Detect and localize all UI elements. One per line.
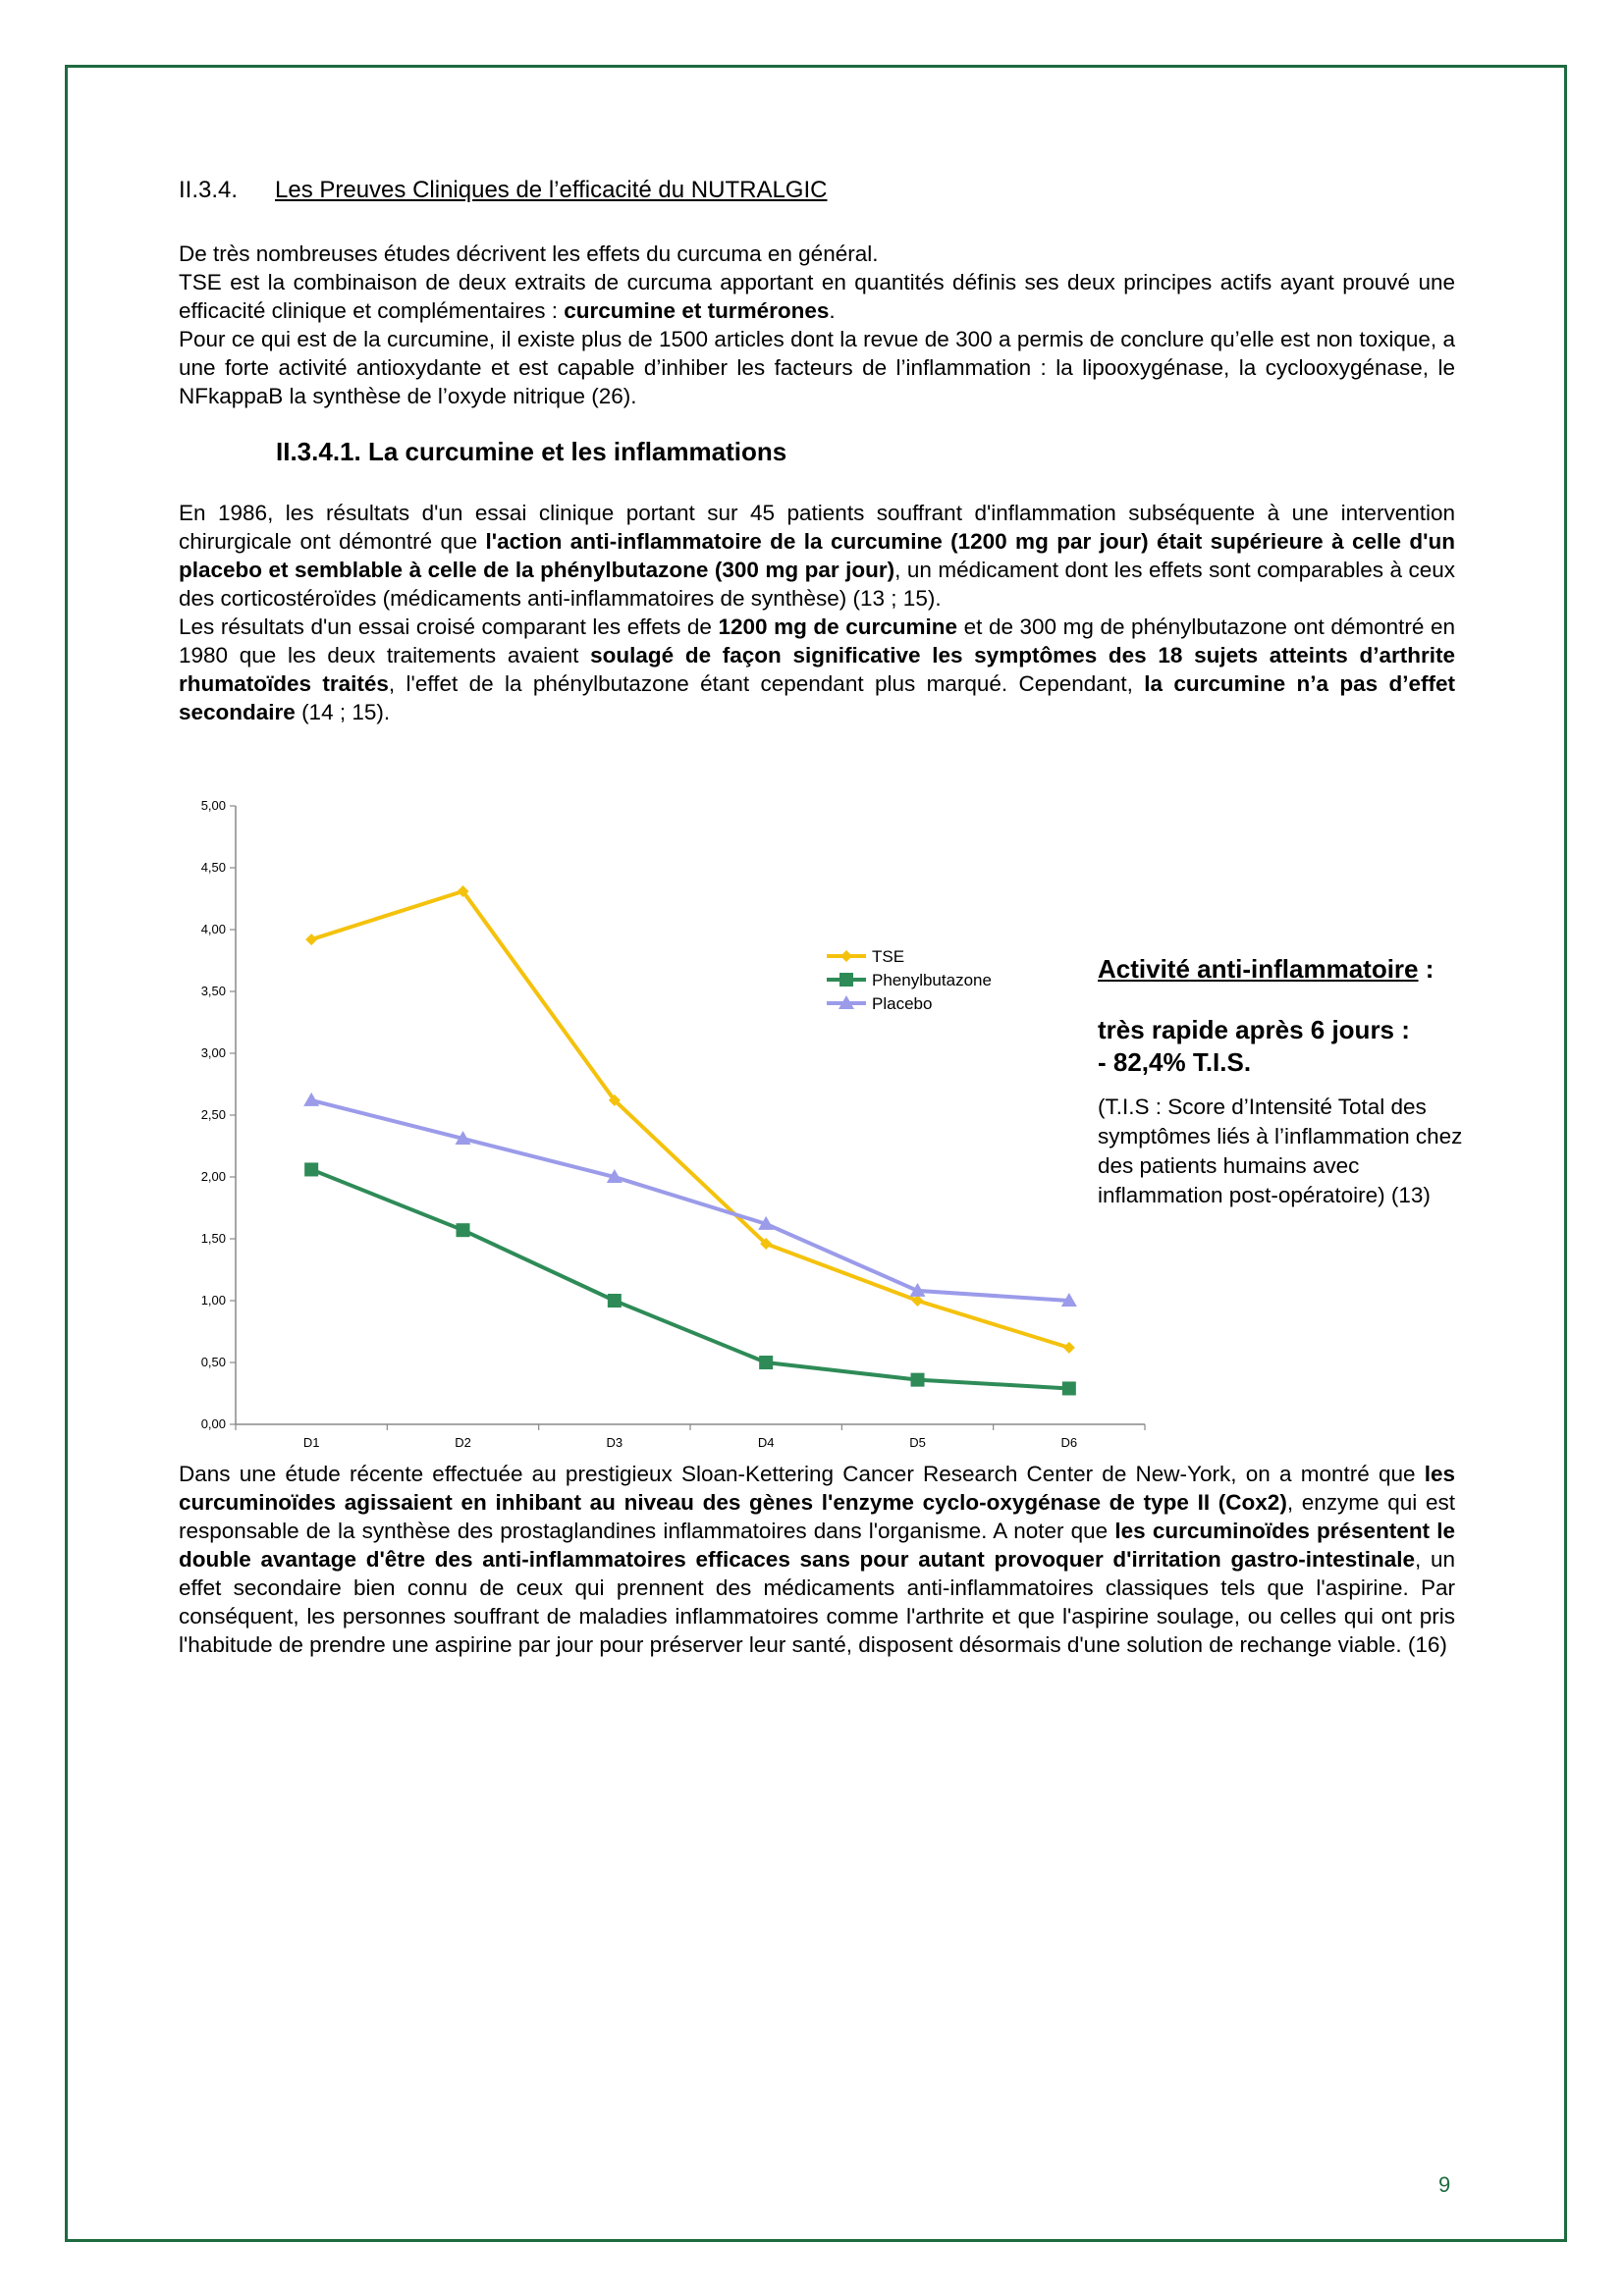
tse-point <box>305 934 317 945</box>
x-tick-label: D4 <box>757 1435 775 1450</box>
anti-inflammatory-chart <box>173 791 1155 1459</box>
section-number: II.3.4. <box>179 177 239 203</box>
study-b6: la curcumine n’a pas d’effet secondaire <box>179 671 1455 724</box>
x-tick-label: D2 <box>455 1435 471 1450</box>
y-tick-label: 0,50 <box>200 1355 226 1369</box>
phenylbutazone-point <box>608 1294 622 1308</box>
sidebar-title-text: Activité anti-inflammatoire <box>1098 954 1419 984</box>
y-tick-label: 2,50 <box>200 1107 226 1122</box>
section-title: Les Preuves Cliniques de l’efficacité du NUTRALGIC <box>275 177 828 203</box>
sidebar-line-2: - 82,4% T.I.S. <box>1098 1047 1252 1077</box>
x-tick-label: D6 <box>1060 1435 1078 1450</box>
sidebar-title <box>1098 954 1490 985</box>
sloan-c4: les curcuminoïdes présentent le double avantage d'être des anti-inflammatoires efficaces sans pour autant provoquer d'irritation gastro-intestinale <box>179 1519 1455 1572</box>
sloan-c1: Dans une étude récente effectuée au prestigieux Sloan-Kettering Cancer Research Center de New-York, on a montré que <box>179 1462 1425 1486</box>
legend-tse-label: TSE <box>872 947 905 966</box>
legend-phenylbutazone-label: Phenylbutazone <box>872 971 992 989</box>
study-a1: En 1986, les résultats d'un essai clinique portant sur 45 patients souffrant d'inflammation subséquente à une intervention chirurgicale ont démontré que <box>179 501 1455 554</box>
chart-sidebar <box>1098 954 1490 1210</box>
y-tick-label: 5,00 <box>200 798 226 813</box>
study-b2: 1200 mg de curcumine <box>718 614 958 639</box>
sloan-c3: , enzyme qui est responsable de la synthèse des prostaglandines inflammatoires dans l'organisme. A noter que <box>179 1490 1455 1543</box>
study-a2: l'action anti-inflammatoire de la curcumine (1200 mg par jour) était supérieure à celle d'un placebo et semblable à celle de la phénylbutazone (300 mg par jour) <box>179 529 1455 582</box>
y-tick-label: 1,00 <box>200 1293 226 1308</box>
sidebar-note: (T.I.S : Score d’Intensité Total des symptômes liés à l’inflammation chez des patients humains avec inflammation post-opératoire) (13) <box>1098 1095 1463 1207</box>
intro-p2-end: . <box>829 298 836 323</box>
tse-point <box>1063 1342 1075 1354</box>
intro-p2-text: TSE est la combinaison de deux extraits de curcuma apportant en quantités définis ses deux principes actifs ayant prouvé une efficacité clinique et complémentaires : <box>179 270 1455 323</box>
y-tick-label: 3,00 <box>200 1045 226 1060</box>
placebo-series-line <box>311 1100 1069 1301</box>
y-tick-label: 4,50 <box>200 860 226 875</box>
study-b1: Les résultats d'un essai croisé comparant les effets de <box>179 614 719 639</box>
section-heading <box>179 177 827 204</box>
page-number: 9 <box>1438 2172 1451 2197</box>
phenylbutazone-point <box>759 1356 773 1369</box>
study-paragraph-2 <box>179 613 1455 726</box>
subsection-title: II.3.4.1. La curcumine et les inflammations <box>276 437 787 466</box>
study-b3: et de 300 mg de phénylbutazone ont démontré en 1980 que les deux traitements avaient <box>179 614 1455 667</box>
intro-paragraph-1: De très nombreuses études décrivent les effets du curcuma en général. <box>179 241 879 266</box>
study-block <box>179 499 1455 726</box>
sidebar-title-suffix: : <box>1418 954 1435 984</box>
x-tick-label: D3 <box>606 1435 623 1450</box>
placebo-point <box>303 1093 319 1106</box>
y-tick-label: 0,00 <box>200 1416 226 1431</box>
x-tick-label: D1 <box>302 1435 320 1450</box>
y-tick-label: 1,50 <box>200 1231 226 1246</box>
intro-paragraph-3: Pour ce qui est de la curcumine, il existe plus de 1500 articles dont la revue de 300 a permis de conclure qu’elle est non toxique, a une forte activité antioxydante et est capable d’inhiber les facteurs de l’inflammation : la lipooxygénase, la cyclooxygénase, le NFkappaB la synthèse de l’oxyde nitrique (26). <box>179 327 1455 408</box>
study-a3: , un médicament dont les effets sont comparables à ceux des corticostéroïdes (médicaments anti-inflammatoires de synthèse) (13 ; 15). <box>179 558 1456 611</box>
phenylbutazone-point <box>304 1162 318 1176</box>
intro-p2-bold: curcumine et turmérones <box>564 298 830 323</box>
study-b4: soulagé de façon significative les symptômes des 18 sujets atteints d’arthrite rhumatoïdes traités <box>179 643 1456 696</box>
intro-block <box>179 240 1455 410</box>
study-b5: , l'effet de la phénylbutazone étant cependant plus marqué. Cependant, <box>388 671 1145 696</box>
legend-tse-marker <box>840 950 852 962</box>
x-tick-label: D5 <box>909 1435 926 1450</box>
phenylbutazone-point <box>911 1373 925 1387</box>
tse-series-line <box>311 891 1069 1348</box>
sloan-c2: les curcuminoïdes agissaient en inhibant au niveau des gènes l'enzyme cyclo-oxygénase de type II (Cox2) <box>179 1462 1455 1515</box>
phenylbutazone-point <box>457 1223 470 1237</box>
phenylbutazone-point <box>1062 1381 1076 1395</box>
y-tick-label: 3,50 <box>200 984 226 998</box>
sloan-paragraph <box>179 1460 1455 1659</box>
sloan-c5: , un effet secondaire bien connu de ceux qui prennent des médicaments anti-inflammatoires classiques tels que l'aspirine. Par conséquent, les personnes souffrant de maladies inflammatoires comme l'arthrite et que l'aspirine soulage, ou celles qui ont pris l'habitude de prendre une aspirine par jour pour préserver leur santé, disposent désormais d'une solution de rechange viable. (16) <box>179 1547 1456 1657</box>
sloan-block <box>179 1460 1455 1659</box>
study-b7: (14 ; 15). <box>295 700 391 724</box>
study-paragraph-1 <box>179 499 1455 613</box>
y-tick-label: 2,00 <box>200 1169 226 1184</box>
legend-placebo-label: Placebo <box>872 994 933 1013</box>
y-tick-label: 4,00 <box>200 922 226 936</box>
intro-paragraph-2 <box>179 268 1455 325</box>
legend-phenylbutazone-marker <box>839 973 853 987</box>
sidebar-line-1: très rapide après 6 jours : <box>1098 1015 1410 1044</box>
